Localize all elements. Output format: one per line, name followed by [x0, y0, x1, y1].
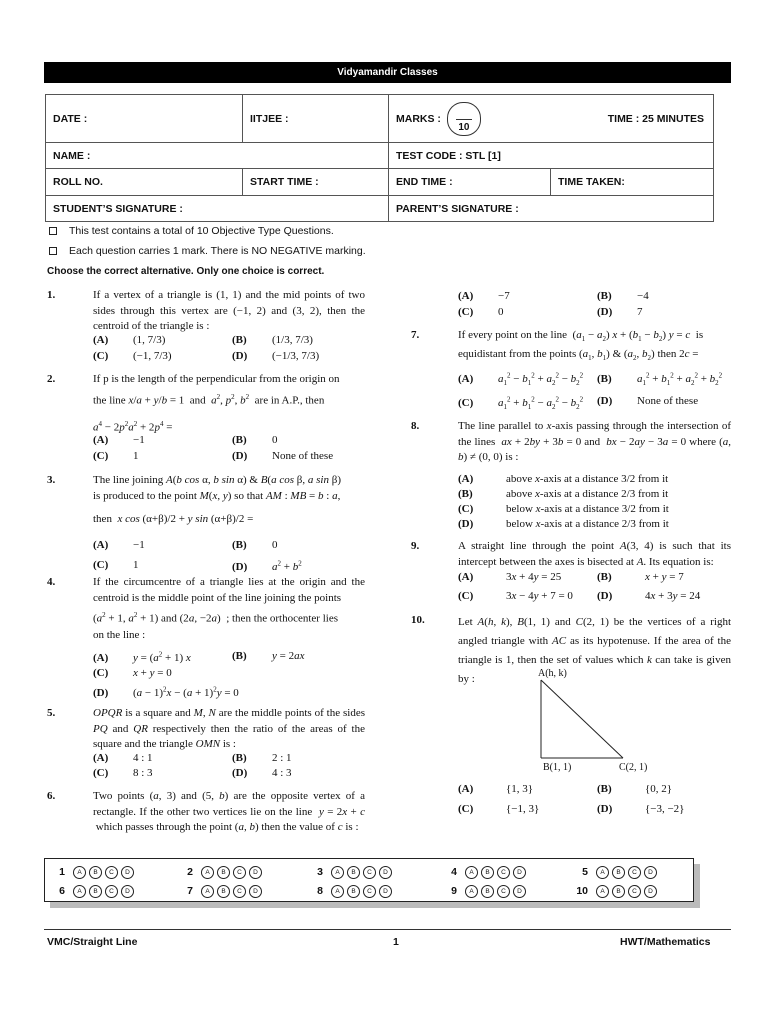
q1-option-a: (A) (1, 7/3) — [93, 334, 166, 346]
bubble-b[interactable]: B — [481, 885, 494, 898]
page-number: 1 — [393, 936, 399, 948]
bubble-b[interactable]: B — [217, 866, 230, 879]
time-taken-cell[interactable]: TIME TAKEN: — [551, 169, 714, 196]
q6-option-b: (B) −4 — [597, 290, 649, 302]
q2-option-c: (C) 1 — [93, 450, 139, 462]
instruction-1: This test contains a total of 10 Objective Type Questions. — [49, 225, 334, 237]
marks-label: MARKS : — [396, 112, 441, 125]
bubble-d[interactable]: D — [249, 866, 262, 879]
answer-group: 1 A B C D — [47, 862, 137, 882]
iitjee-cell[interactable]: IITJEE : — [243, 95, 389, 143]
q10-option-c: (C) {−1, 3} — [458, 803, 540, 815]
student-signature-cell[interactable]: STUDENT’S SIGNATURE : — [46, 196, 389, 222]
q5-number: 5. — [47, 707, 56, 719]
q1-option-c: (C) (−1, 7/3) — [93, 350, 172, 362]
q9-number: 9. — [411, 540, 420, 552]
bubble-c[interactable]: C — [233, 885, 246, 898]
bubble-b[interactable]: B — [612, 866, 625, 879]
choose-instruction: Choose the correct alternative. Only one choice is correct. — [47, 266, 325, 277]
q5-option-c: (C) 8 : 3 — [93, 767, 153, 779]
fig-label-c: C(2, 1) — [619, 762, 648, 773]
q9-text: A straight line through the point A(3, 4) is such that its intercept between the axes is bisected at A. Its equation is: — [458, 540, 731, 568]
bubble-c[interactable]: C — [497, 885, 510, 898]
answer-group: 7 A B C D — [175, 881, 265, 901]
bubble-d[interactable]: D — [513, 885, 526, 898]
q9-option-d: (D) 4x + 3y = 24 — [597, 590, 701, 602]
instruction-2: Each question carries 1 mark. There is NO NEGATIVE marking. — [49, 245, 366, 257]
answer-group: 3 A B C D — [305, 862, 395, 882]
q10-option-a: (A) {1, 3} — [458, 783, 534, 795]
q2-number: 2. — [47, 373, 56, 385]
bubble-d[interactable]: D — [121, 866, 134, 879]
q7-option-d: (D) None of these — [597, 395, 699, 407]
q1-number: 1. — [47, 289, 56, 301]
bubble-b[interactable]: B — [481, 866, 494, 879]
q10-option-b: (B) {0, 2} — [597, 783, 673, 795]
date-cell[interactable]: DATE : — [46, 95, 243, 143]
answer-group: 4 A B C D — [439, 862, 529, 882]
checkbox-icon — [49, 247, 57, 255]
q1-option-d: (D) (−1/3, 7/3) — [232, 350, 320, 362]
q4-text3: on the line : — [93, 629, 146, 641]
q5-option-d: (D) 4 : 3 — [232, 767, 292, 779]
start-time-cell[interactable]: START TIME : — [243, 169, 389, 196]
bubble-c[interactable]: C — [497, 866, 510, 879]
parent-signature-cell[interactable]: PARENT’S SIGNATURE : — [389, 196, 714, 222]
bubble-d[interactable]: D — [644, 866, 657, 879]
answer-group: 2 A B C D — [175, 862, 265, 882]
q8-option-d: (D) below x-axis at a distance 2/3 from it — [458, 518, 669, 530]
fig-label-b: B(1, 1) — [543, 762, 572, 773]
q6-option-d: (D) 7 — [597, 306, 643, 318]
banner: Vidyamandir Classes — [44, 62, 731, 83]
answer-group: 6 A B C D — [47, 881, 137, 901]
bubble-b[interactable]: B — [347, 866, 360, 879]
triangle-side-ac — [541, 680, 623, 758]
q2-option-a: (A) −1 — [93, 434, 145, 446]
q6-number: 6. — [47, 790, 56, 802]
q7-number: 7. — [411, 329, 420, 341]
bubble-a[interactable]: A — [73, 866, 86, 879]
answer-grid — [44, 858, 694, 902]
q3-text1: The line joining A(b cos α, b sin α) & B(a cos β, a sin β) — [93, 474, 341, 486]
bubble-d[interactable]: D — [513, 866, 526, 879]
q7-text1: If every point on the line $(a_1 - a_2) x + (b_1 - b_2) y = c$ is — [458, 329, 704, 344]
q3-option-d: (D) $a^2 + b^2$ — [232, 559, 302, 573]
time-label: TIME : 25 MINUTES — [607, 112, 704, 125]
bubble-a[interactable]: A — [465, 866, 478, 879]
bubble-a[interactable]: A — [331, 866, 344, 879]
q1-text: If a vertex of a triangle is (1, 1) and the mid points of two sides through this vertex are (−1, 2) and (3, 2), then the centroid of the triangle is : — [93, 289, 365, 332]
q4-option-c: (C) x + y = 0 — [93, 667, 172, 679]
answer-group: 9 A B C D — [439, 881, 529, 901]
name-cell[interactable]: NAME : — [46, 143, 389, 169]
bubble-c[interactable]: C — [363, 866, 376, 879]
q4-option-a: (A) $y = (a^2 + 1)$ x — [93, 650, 191, 664]
q2-text1: If p is the length of the perpendicular from the origin on — [93, 373, 340, 385]
q3-option-b: (B) 0 — [232, 539, 278, 551]
answer-row-1 — [45, 862, 695, 882]
q5-text: OPQR is a square and M, N are the middle points of the sides PQ and QR respectively then the ratio of the areas of the square and the triangle OMN is : — [93, 707, 366, 750]
header-table — [45, 94, 714, 222]
q3-text3: then x cos (α+β)/2 + y sin (α+β)/2 = — [93, 513, 254, 525]
q7-option-b: (B) $a_1^2 + b_1^2 + a_2^2 + b_2^2$ — [597, 371, 723, 387]
q9-option-c: (C) 3x − 4y + 7 = 0 — [458, 590, 573, 602]
q2-option-b: (B) 0 — [232, 434, 278, 446]
q10-text: Let A(h, k), B(1, 1) and C(2, 1) be the vertices of a right angled triangle with AC as its hypotenuse. If the area of the triangle is 1, then the set of values which k can take is given by : — [458, 616, 732, 685]
q3-option-c: (C) 1 — [93, 559, 139, 571]
q4-text1: If the circumcentre of a triangle lies at the origin and the centroid is the middle point of the line joining the points — [93, 576, 365, 604]
marks-time-cell — [389, 95, 714, 143]
bubble-a[interactable]: A — [465, 885, 478, 898]
q2-option-d: (D) None of these — [232, 450, 334, 462]
q8-number: 8. — [411, 420, 420, 432]
q9-option-a: (A) 3x + 4y = 25 — [458, 571, 562, 583]
bubble-c[interactable]: C — [233, 866, 246, 879]
bubble-a[interactable]: A — [596, 866, 609, 879]
bubble-d[interactable]: D — [121, 885, 134, 898]
q8-option-c: (C) below x-axis at a distance 3/2 from it — [458, 503, 669, 515]
q10-number: 10. — [411, 614, 425, 626]
q3-number: 3. — [47, 474, 56, 486]
checkbox-icon — [49, 227, 57, 235]
q1-option-b: (B) (1/3, 7/3) — [232, 334, 313, 346]
test-code-cell: TEST CODE : STL [1] — [389, 143, 714, 169]
q6-option-a: (A) −7 — [458, 290, 510, 302]
bubble-c[interactable]: C — [105, 866, 118, 879]
bubble-b[interactable]: B — [89, 866, 102, 879]
bubble-a[interactable]: A — [201, 866, 214, 879]
answer-grid-shadow — [50, 902, 700, 908]
bubble-a[interactable]: A — [201, 885, 214, 898]
marks-value: 10 — [458, 121, 470, 133]
bubble-d[interactable]: D — [249, 885, 262, 898]
bubble-c[interactable]: C — [363, 885, 376, 898]
q2-text3: $a^4 - 2p^2a^2 + 2p^4$ = — [93, 420, 173, 434]
q4-option-b: (B) y = 2ax — [232, 650, 305, 662]
q10-option-d: (D) {−3, −2} — [597, 803, 685, 815]
answer-group: 10 A B C D — [570, 881, 660, 901]
q6-text: Two points (a, 3) and (5, b) are the opposite vertex of a rectangle. If the other two vertices lie on the line y = 2x + c which passes through the point (a, b) then the value of c is : — [93, 790, 365, 833]
q7-option-a: (A) $a_1^2 - b_1^2 + a_2^2 - b_2^2$ — [458, 371, 584, 387]
bubble-b[interactable]: B — [612, 885, 625, 898]
answer-group: 8 A B C D — [305, 881, 395, 901]
bubble-d[interactable]: D — [379, 866, 392, 879]
answer-group: 5 A B C D — [570, 862, 660, 882]
end-time-cell[interactable]: END TIME : — [389, 169, 551, 196]
q2-text2: the line x/a + y/b = 1 and $a^2$, $p^2$, $b^2$ are in A.P., then — [93, 393, 325, 407]
q7-option-c: (C) $a_1^2 + b_1^2 - a_2^2 - b_2^2$ — [458, 395, 584, 411]
q9-option-b: (B) x + y = 7 — [597, 571, 684, 583]
bubble-a[interactable]: A — [73, 885, 86, 898]
bubble-c[interactable]: C — [628, 885, 641, 898]
fig-label-a: A(h, k) — [538, 668, 567, 679]
bubble-d[interactable]: D — [379, 885, 392, 898]
q7-text2: equidistant from the points ($a_1$, $b_1$) & ($a_2$, $b_2$) then 2c = — [458, 348, 699, 363]
q6-option-c: (C) 0 — [458, 306, 504, 318]
q3-option-a: (A) −1 — [93, 539, 145, 551]
q4-text2: ($a^2 + 1$, $a^2 + 1$) and (2a, −2a) ; then the orthocenter lies — [93, 611, 338, 625]
roll-no-cell[interactable]: ROLL NO. — [46, 169, 243, 196]
q8-option-b: (B) above x-axis at a distance 2/3 from it — [458, 488, 669, 500]
bubble-a[interactable]: A — [596, 885, 609, 898]
footer-right: HWT/Mathematics — [620, 936, 711, 948]
q8-text: The line parallel to x-axis passing through the intersection of the lines ax + 2by + 3b = 0 and bx − 2ay − 3a = 0 where (a, b) ≠ (0, 0) is : — [458, 420, 731, 463]
q4-option-d: (D) $(a - 1)^2x - (a + 1)^2y = 0$ — [93, 685, 239, 699]
bubble-b[interactable]: B — [89, 885, 102, 898]
q5-option-a: (A) 4 : 1 — [93, 752, 153, 764]
bubble-b[interactable]: B — [347, 885, 360, 898]
marks-box — [447, 102, 481, 136]
bubble-a[interactable]: A — [331, 885, 344, 898]
q3-text2: is produced to the point M(x, y) so that AM : MB = b : a, — [93, 490, 341, 502]
bubble-c[interactable]: C — [628, 866, 641, 879]
footer-divider — [44, 929, 731, 930]
footer-left: VMC/Straight Line — [47, 936, 138, 948]
q5-option-b: (B) 2 : 1 — [232, 752, 292, 764]
bubble-c[interactable]: C — [105, 885, 118, 898]
answer-row-2 — [45, 881, 695, 901]
q4-number: 4. — [47, 576, 56, 588]
bubble-d[interactable]: D — [644, 885, 657, 898]
bubble-b[interactable]: B — [217, 885, 230, 898]
q8-option-a: (A) above x-axis at a distance 3/2 from it — [458, 473, 669, 485]
